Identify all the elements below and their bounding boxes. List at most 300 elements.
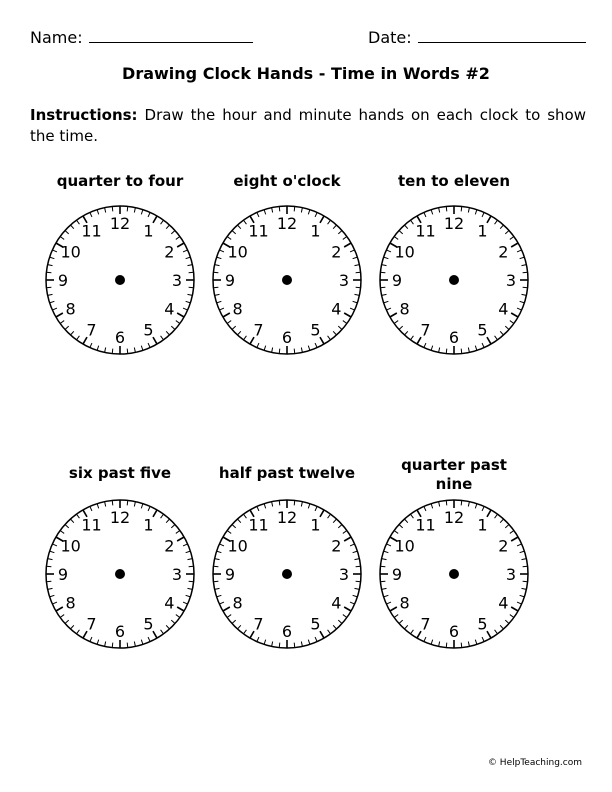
- minute-tick: [186, 257, 191, 259]
- clock-number: 8: [65, 299, 76, 319]
- name-label: Name:: [30, 28, 83, 47]
- minute-tick: [232, 230, 236, 233]
- clock-face[interactable]: [37, 200, 203, 360]
- minute-tick: [127, 206, 128, 211]
- clock-number: 1: [143, 515, 154, 535]
- minute-tick: [134, 347, 135, 352]
- minute-tick: [187, 265, 192, 266]
- minute-tick: [431, 346, 433, 351]
- minute-tick: [148, 506, 150, 511]
- minute-tick: [487, 510, 491, 517]
- clock-number: 5: [143, 614, 154, 634]
- clock-number: 2: [164, 242, 175, 262]
- minute-tick: [424, 506, 426, 511]
- minute-tick: [439, 208, 440, 213]
- clock-card: [371, 456, 537, 674]
- minute-tick: [50, 257, 55, 259]
- clock-label: half past twelve: [218, 464, 356, 482]
- minute-tick: [386, 544, 391, 546]
- minute-tick: [219, 602, 224, 604]
- clock-number: 11: [81, 515, 102, 535]
- minute-tick: [213, 566, 218, 567]
- worksheet-title: Drawing Clock Hands - Time in Words #2: [122, 64, 490, 83]
- minute-tick: [487, 631, 491, 638]
- clock-face[interactable]: [371, 200, 537, 360]
- minute-tick: [46, 272, 51, 273]
- minute-tick: [52, 250, 57, 252]
- name-field: [30, 28, 253, 47]
- minute-tick: [161, 630, 164, 634]
- minute-tick: [520, 301, 525, 303]
- clock-number: 3: [338, 565, 350, 584]
- minute-tick: [264, 210, 266, 215]
- clock-label: eight o'clock: [233, 172, 341, 190]
- minute-tick: [215, 294, 220, 295]
- clock-number: 5: [143, 320, 154, 340]
- clock-label: quarter past nine: [401, 456, 507, 493]
- minute-tick: [60, 615, 64, 618]
- clock-number: 11: [248, 515, 269, 535]
- minute-tick: [343, 531, 347, 534]
- minute-tick: [411, 514, 414, 518]
- minute-tick: [186, 301, 191, 303]
- minute-tick: [390, 607, 397, 611]
- minute-tick: [52, 308, 57, 310]
- minute-tick: [521, 588, 526, 589]
- minute-tick: [382, 588, 387, 589]
- minute-tick: [215, 265, 220, 266]
- minute-tick: [354, 265, 359, 266]
- clock-number: 6: [114, 622, 126, 641]
- minute-tick: [382, 265, 387, 266]
- clock-number: 9: [57, 271, 69, 290]
- minute-tick: [344, 537, 351, 541]
- minute-tick: [468, 641, 469, 646]
- minute-tick: [153, 510, 157, 517]
- minute-tick: [308, 346, 310, 351]
- minute-tick: [308, 640, 310, 645]
- minute-tick: [227, 531, 231, 534]
- clock-number: 7: [420, 320, 431, 340]
- clock-number: 4: [331, 593, 342, 613]
- minute-tick: [272, 641, 273, 646]
- minute-tick: [511, 313, 518, 317]
- minute-tick: [510, 615, 514, 618]
- minute-tick: [48, 265, 53, 266]
- minute-tick: [404, 225, 407, 229]
- minute-tick: [382, 294, 387, 295]
- clock-face[interactable]: [204, 494, 370, 654]
- minute-tick: [482, 637, 484, 642]
- minute-tick: [315, 637, 317, 642]
- minute-tick: [183, 308, 188, 310]
- minute-tick: [48, 588, 53, 589]
- minute-tick: [482, 212, 484, 217]
- minute-tick: [244, 630, 247, 634]
- minute-tick: [183, 250, 188, 252]
- clock-number: 12: [109, 214, 131, 233]
- clock-number: 6: [281, 622, 293, 641]
- minute-tick: [161, 514, 164, 518]
- clock-label: ten to eleven: [397, 172, 511, 190]
- minute-tick: [232, 524, 236, 527]
- minute-tick: [411, 220, 414, 224]
- minute-tick: [404, 331, 407, 335]
- clock-face[interactable]: [204, 200, 370, 360]
- minute-tick: [56, 607, 63, 611]
- minute-tick: [60, 237, 64, 240]
- clock-number: 2: [498, 536, 509, 556]
- minute-tick: [46, 566, 51, 567]
- minute-tick: [468, 208, 469, 213]
- minute-tick: [97, 210, 99, 215]
- minute-tick: [510, 321, 514, 324]
- minute-tick: [523, 566, 528, 567]
- minute-tick: [523, 287, 528, 288]
- minute-tick: [105, 347, 106, 352]
- center-dot: [282, 275, 292, 285]
- minute-tick: [380, 287, 385, 288]
- minute-tick: [127, 643, 128, 648]
- minute-tick: [177, 313, 184, 317]
- minute-tick: [505, 326, 509, 329]
- minute-tick: [386, 602, 391, 604]
- minute-tick: [350, 544, 355, 546]
- clock-number: 1: [477, 221, 488, 241]
- minute-tick: [213, 581, 218, 582]
- minute-tick: [176, 237, 180, 240]
- minute-tick: [399, 524, 403, 527]
- clock-number: 6: [448, 622, 460, 641]
- minute-tick: [294, 349, 295, 354]
- minute-tick: [237, 625, 240, 629]
- center-dot: [282, 569, 292, 579]
- minute-tick: [219, 250, 224, 252]
- minute-tick: [328, 514, 331, 518]
- minute-tick: [237, 331, 240, 335]
- minute-tick: [244, 220, 247, 224]
- clock-number: 5: [310, 320, 321, 340]
- minute-tick: [166, 225, 169, 229]
- minute-tick: [186, 551, 191, 553]
- minute-tick: [301, 641, 302, 646]
- minute-tick: [475, 210, 477, 215]
- minute-tick: [353, 595, 358, 597]
- minute-tick: [161, 220, 164, 224]
- name-blank-line[interactable]: [89, 28, 253, 43]
- minute-tick: [90, 212, 92, 217]
- minute-tick: [320, 216, 324, 223]
- minute-tick: [353, 257, 358, 259]
- clock-face[interactable]: [371, 494, 537, 654]
- minute-tick: [166, 331, 169, 335]
- minute-tick: [112, 349, 113, 354]
- minute-tick: [338, 230, 342, 233]
- minute-tick: [505, 620, 509, 623]
- minute-tick: [439, 641, 440, 646]
- minute-tick: [475, 346, 477, 351]
- minute-tick: [148, 637, 150, 642]
- minute-tick: [356, 581, 361, 582]
- minute-tick: [141, 346, 143, 351]
- minute-tick: [148, 343, 150, 348]
- minute-tick: [475, 504, 477, 509]
- minute-tick: [482, 506, 484, 511]
- center-dot: [115, 275, 125, 285]
- minute-tick: [439, 502, 440, 507]
- clock-number: 9: [224, 565, 236, 584]
- minute-tick: [333, 625, 336, 629]
- minute-tick: [380, 581, 385, 582]
- minute-tick: [404, 519, 407, 523]
- minute-tick: [189, 272, 194, 273]
- minute-tick: [333, 225, 336, 229]
- minute-tick: [223, 313, 230, 317]
- clock-number: 6: [281, 328, 293, 347]
- minute-tick: [461, 643, 462, 648]
- minute-tick: [511, 243, 518, 247]
- minute-tick: [161, 336, 164, 340]
- minute-tick: [495, 220, 498, 224]
- minute-tick: [60, 321, 64, 324]
- minute-tick: [500, 225, 503, 229]
- clock-number: 5: [477, 320, 488, 340]
- minute-tick: [520, 551, 525, 553]
- minute-tick: [70, 225, 73, 229]
- clock-card: [204, 464, 370, 674]
- minute-tick: [187, 588, 192, 589]
- minute-tick: [382, 559, 387, 560]
- minute-tick: [517, 308, 522, 310]
- clock-number: 3: [505, 271, 517, 290]
- minute-tick: [404, 625, 407, 629]
- minute-tick: [394, 531, 398, 534]
- minute-tick: [90, 637, 92, 642]
- clock-number: 12: [109, 508, 131, 527]
- minute-tick: [187, 559, 192, 560]
- minute-tick: [56, 313, 63, 317]
- minute-tick: [482, 343, 484, 348]
- minute-tick: [520, 257, 525, 259]
- minute-tick: [354, 294, 359, 295]
- minute-tick: [399, 620, 403, 623]
- minute-tick: [50, 595, 55, 597]
- minute-tick: [48, 559, 53, 560]
- minute-tick: [279, 349, 280, 354]
- clock-number: 1: [310, 515, 321, 535]
- minute-tick: [217, 551, 222, 553]
- minute-tick: [411, 336, 414, 340]
- minute-tick: [77, 220, 80, 224]
- minute-tick: [237, 225, 240, 229]
- minute-tick: [217, 595, 222, 597]
- clock-number: 11: [81, 221, 102, 241]
- minute-tick: [446, 500, 447, 505]
- minute-tick: [70, 331, 73, 335]
- minute-tick: [487, 337, 491, 344]
- minute-tick: [320, 510, 324, 517]
- clock-label: quarter to four: [56, 172, 184, 190]
- minute-tick: [105, 208, 106, 213]
- clock-number: 5: [477, 614, 488, 634]
- clock-face[interactable]: [37, 494, 203, 654]
- minute-tick: [384, 595, 389, 597]
- minute-tick: [50, 551, 55, 553]
- minute-tick: [65, 230, 69, 233]
- clock-number: 9: [224, 271, 236, 290]
- minute-tick: [134, 502, 135, 507]
- minute-tick: [308, 504, 310, 509]
- clock-number: 3: [338, 271, 350, 290]
- minute-tick: [338, 620, 342, 623]
- minute-tick: [171, 230, 175, 233]
- clock-number: 8: [232, 593, 243, 613]
- instructions: [30, 105, 586, 147]
- center-dot: [115, 569, 125, 579]
- minute-tick: [148, 212, 150, 217]
- clock-number: 2: [164, 536, 175, 556]
- minute-tick: [523, 581, 528, 582]
- minute-tick: [48, 294, 53, 295]
- clock-number: 10: [60, 242, 81, 262]
- clock-number: 7: [253, 320, 264, 340]
- clock-number: 6: [448, 328, 460, 347]
- clock-number: 1: [310, 221, 321, 241]
- minute-tick: [171, 620, 175, 623]
- minute-tick: [219, 308, 224, 310]
- minute-tick: [215, 588, 220, 589]
- minute-tick: [315, 212, 317, 217]
- minute-tick: [183, 602, 188, 604]
- date-field: [368, 28, 586, 47]
- minute-tick: [189, 581, 194, 582]
- minute-tick: [97, 346, 99, 351]
- clock-number: 8: [399, 299, 410, 319]
- minute-tick: [511, 537, 518, 541]
- minute-tick: [394, 615, 398, 618]
- minute-tick: [320, 631, 324, 638]
- minute-tick: [177, 607, 184, 611]
- minute-tick: [70, 625, 73, 629]
- minute-tick: [475, 640, 477, 645]
- minute-tick: [112, 206, 113, 211]
- date-blank-line[interactable]: [418, 28, 586, 43]
- minute-tick: [217, 301, 222, 303]
- clock-number: 7: [420, 614, 431, 634]
- minute-tick: [232, 326, 236, 329]
- minute-tick: [227, 615, 231, 618]
- minute-tick: [213, 287, 218, 288]
- clock-number: 6: [114, 328, 126, 347]
- minute-tick: [70, 519, 73, 523]
- minute-tick: [301, 502, 302, 507]
- minute-tick: [500, 331, 503, 335]
- clock-number: 3: [505, 565, 517, 584]
- minute-tick: [187, 294, 192, 295]
- minute-tick: [52, 602, 57, 604]
- minute-tick: [257, 637, 259, 642]
- minute-tick: [213, 272, 218, 273]
- minute-tick: [65, 326, 69, 329]
- minute-tick: [77, 514, 80, 518]
- minute-tick: [468, 502, 469, 507]
- minute-tick: [399, 230, 403, 233]
- instructions-text: Draw the hour and minute hands on each clock to show the time.: [30, 106, 586, 145]
- clock-number: 2: [498, 242, 509, 262]
- minute-tick: [176, 531, 180, 534]
- minute-tick: [52, 544, 57, 546]
- minute-tick: [97, 640, 99, 645]
- minute-tick: [264, 504, 266, 509]
- minute-tick: [186, 595, 191, 597]
- clock-number: 4: [164, 299, 175, 319]
- minute-tick: [127, 500, 128, 505]
- minute-tick: [105, 641, 106, 646]
- minute-tick: [134, 641, 135, 646]
- clock-number: 12: [443, 214, 465, 233]
- minute-tick: [105, 502, 106, 507]
- clock-number: 12: [276, 508, 298, 527]
- minute-tick: [344, 243, 351, 247]
- minute-tick: [500, 625, 503, 629]
- minute-tick: [223, 607, 230, 611]
- minute-tick: [171, 326, 175, 329]
- clock-number: 12: [443, 508, 465, 527]
- minute-tick: [353, 551, 358, 553]
- minute-tick: [424, 637, 426, 642]
- minute-tick: [65, 524, 69, 527]
- minute-tick: [431, 504, 433, 509]
- minute-tick: [301, 208, 302, 213]
- minute-tick: [354, 588, 359, 589]
- minute-tick: [189, 287, 194, 288]
- minute-tick: [343, 615, 347, 618]
- minute-tick: [523, 272, 528, 273]
- minute-tick: [333, 331, 336, 335]
- clock-number: 3: [171, 565, 183, 584]
- minute-tick: [520, 595, 525, 597]
- minute-tick: [495, 514, 498, 518]
- minute-tick: [257, 343, 259, 348]
- minute-tick: [153, 631, 157, 638]
- minute-tick: [461, 500, 462, 505]
- minute-tick: [431, 210, 433, 215]
- minute-tick: [344, 313, 351, 317]
- clock-number: 4: [331, 299, 342, 319]
- minute-tick: [431, 640, 433, 645]
- minute-tick: [353, 301, 358, 303]
- minute-tick: [439, 347, 440, 352]
- minute-tick: [350, 602, 355, 604]
- date-label: Date:: [368, 28, 412, 47]
- clock-number: 4: [164, 593, 175, 613]
- minute-tick: [356, 287, 361, 288]
- minute-tick: [153, 337, 157, 344]
- minute-tick: [112, 500, 113, 505]
- minute-tick: [141, 640, 143, 645]
- center-dot: [449, 275, 459, 285]
- minute-tick: [279, 643, 280, 648]
- minute-tick: [272, 347, 273, 352]
- minute-tick: [176, 615, 180, 618]
- minute-tick: [338, 326, 342, 329]
- minute-tick: [424, 343, 426, 348]
- minute-tick: [386, 308, 391, 310]
- minute-tick: [171, 524, 175, 527]
- minute-tick: [343, 321, 347, 324]
- minute-tick: [77, 336, 80, 340]
- minute-tick: [215, 559, 220, 560]
